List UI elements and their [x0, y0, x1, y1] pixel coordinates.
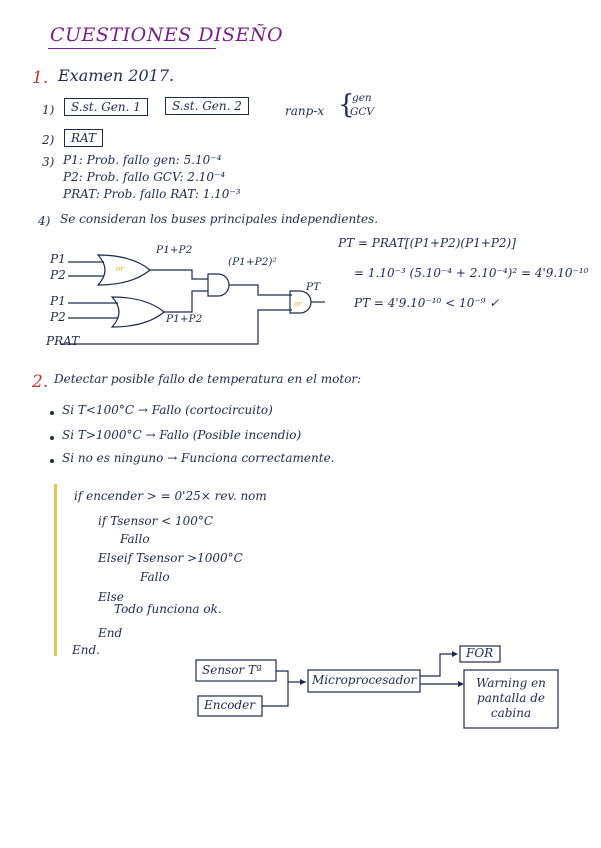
item1-label: 1)	[42, 103, 55, 117]
block-encoder: Encoder	[204, 698, 255, 712]
subsystem-gen2-box: S.st. Gen. 2	[165, 97, 249, 115]
code-line-2: if Tsensor < 100°C	[98, 514, 214, 528]
code-line-7: Todo funciona ok.	[114, 602, 222, 616]
code-line-9: End.	[72, 643, 100, 657]
item4-text: Se consideran los buses principales independientes.	[60, 212, 379, 226]
subsystem-gen1-box: S.st. Gen. 1	[64, 98, 148, 116]
sum-top-label: P1+P2	[156, 244, 193, 256]
section1-heading: Examen 2017.	[58, 66, 175, 85]
code-line-3: Fallo	[120, 532, 150, 546]
input-p1-a: P1	[50, 252, 66, 266]
prob-line-2: P2: Prob. fallo GCV: 2.10⁻⁴	[63, 170, 226, 184]
code-line-1: if encender > = 0'25× rev. nom	[74, 489, 267, 503]
bullet-3: Si no es ninguno → Funciona correctamente.	[62, 451, 335, 465]
formula-line-1: PT = PRAT[(P1+P2)(P1+P2)]	[338, 236, 516, 250]
aux-brace: {	[338, 90, 355, 120]
gate-mark: or	[116, 265, 124, 273]
prob-line-3: PRAT: Prob. fallo RAT: 1.10⁻³	[63, 187, 241, 201]
block-for: FOR	[466, 646, 494, 660]
square-label: (P1+P2)²	[228, 256, 277, 268]
rat-box: RAT	[64, 129, 103, 147]
formula-line-2: = 1.10⁻³ (5.10⁻⁴ + 2.10⁻⁴)² = 4'9.10⁻¹⁰	[354, 266, 589, 280]
item3-label: 3)	[42, 155, 55, 169]
input-p2-a: P2	[50, 268, 66, 282]
block-warning: Warning en pantalla de cabina	[476, 676, 546, 720]
output-label: PT	[306, 281, 321, 293]
section2-heading: Detectar posible fallo de temperatura en el motor:	[54, 372, 362, 386]
aux-top: gen	[352, 92, 372, 104]
sum-bottom-label: P1+P2	[166, 313, 203, 325]
item2-label: 2)	[42, 133, 55, 147]
section1-number: 1.	[32, 68, 49, 88]
section2-number: 2.	[32, 372, 49, 392]
prob-line-1: P1: Prob. fallo gen: 5.10⁻⁴	[63, 153, 222, 167]
input-p2-b: P2	[50, 310, 66, 324]
block-sensor: Sensor Tª	[202, 663, 262, 677]
code-line-6: Else	[98, 590, 124, 604]
input-p1-b: P1	[50, 294, 66, 308]
bullet-2: Si T>1000°C → Fallo (Posible incendio)	[62, 428, 302, 442]
aux-bottom: GCV	[350, 106, 375, 118]
item4-label: 4)	[38, 214, 51, 228]
code-line-5: Fallo	[140, 570, 170, 584]
bullet-1: Si T<100°C → Fallo (cortocircuito)	[62, 403, 273, 417]
formula-line-3: PT = 4'9.10⁻¹⁰ < 10⁻⁹ ✓	[354, 296, 500, 310]
code-line-8: End	[98, 626, 123, 640]
block-micro: Microprocesador	[312, 673, 417, 687]
gate-mark-2: or	[294, 300, 302, 308]
page-title: CUESTIONES DISEÑO	[50, 24, 284, 46]
aux-label: ranp-x	[285, 104, 325, 118]
code-line-4: Elseif Tsensor >1000°C	[98, 551, 243, 565]
input-prat: PRAT	[46, 334, 80, 348]
